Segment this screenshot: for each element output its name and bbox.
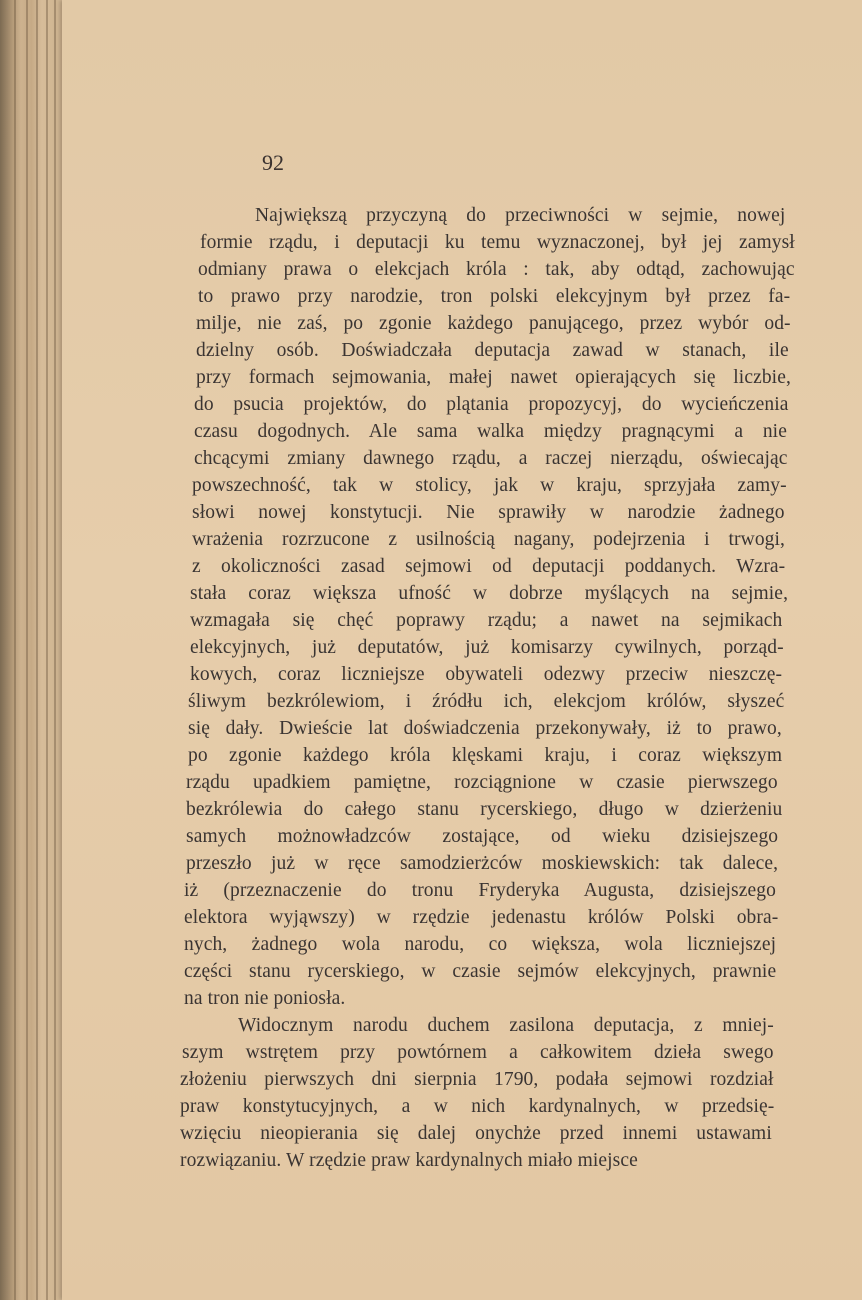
text-line: przeszło już w ręce samodzierżców moskiewskich: tak dalece, (186, 853, 779, 874)
text-line: stała coraz większa ufność w dobrze myślących na sejmie, (190, 583, 789, 604)
text-line: samych możnowładzców zostające, od wieku dzisiejszego (186, 826, 779, 847)
text-line: wzmagała się chęć poprawy rządu; a nawet na sejmikach (190, 610, 783, 631)
text-line: praw konstytucyjnych, a w nich kardynalnych, w przedsię- (180, 1096, 775, 1117)
text-line: złożeniu pierwszych dni sierpnia 1790, podała sejmowi rozdział (180, 1069, 774, 1090)
text-line: chcącymi zmiany dawnego rządu, a raczej nierządu, oświecając (194, 448, 788, 469)
text-line: elekcyjnych, już deputatów, już komisarzy cywilnych, porząd- (190, 637, 784, 658)
text-line: śliwym bezkrólewiom, i źródłu ich, elekcjom królów, słyszeć (188, 691, 785, 712)
text-line: się dały. Dwieście lat doświadczenia przekonywały, iż to prawo, (188, 718, 782, 739)
text-line: elektora wyjąwszy) w rzędzie jedenastu królów Polski obra- (184, 907, 779, 928)
text-line: formie rządu, i deputacji ku temu wyznaczonej, był jej zamysł (200, 232, 795, 253)
book-page-edges (0, 0, 70, 1300)
text-line: nych, żadnego wola narodu, co większa, wola liczniejszej (184, 934, 777, 955)
text-line: części stanu rycerskiego, w czasie sejmów elekcyjnych, prawnie (184, 961, 777, 982)
text-line: po zgonie każdego króla klęskami kraju, i coraz większym (188, 745, 783, 766)
text-line: wrażenia rozrzucone z usilnością nagany, podejrzenia i trwogi, (192, 529, 786, 550)
text-line: milje, nie zaś, po zgonie każdego panującego, przez wybór od- (196, 313, 791, 334)
text-line: przy formach sejmowania, małej nawet opierających się liczbie, (196, 367, 791, 388)
text-line: z okoliczności zasad sejmowi od deputacji poddanych. Wzra- (192, 556, 786, 577)
text-line: czasu dogodnych. Ale sama walka między pragnącymi a nie (194, 421, 787, 442)
text-line: do psucia projektów, do plątania propozycyj, do wycieńczenia (194, 394, 789, 415)
text-line: to prawo przy narodzie, tron polski elekcyjnym był przez fa- (198, 286, 791, 307)
page-number: 92 (262, 150, 284, 175)
text-line: na tron nie poniosła. (184, 988, 346, 1009)
text-line: szym wstrętem przy powtórnem a całkowitem dzieła swego (182, 1042, 774, 1063)
text-line: odmiany prawa o elekcjach króla : tak, aby odtąd, zachowując (198, 259, 795, 280)
text-line: powszechność, tak w stolicy, jak w kraju, sprzyjała zamy- (192, 475, 787, 496)
text-line: słowi nowej konstytucji. Nie sprawiły w narodzie żadnego (192, 502, 785, 523)
text-line: bezkrólewia do całego stanu rycerskiego, długo w dzierżeniu (186, 799, 783, 820)
text-line: wzięciu nieopierania się dalej onychże przed innemi ustawami (180, 1123, 772, 1144)
text-line: rządu upadkiem pamiętne, rozciągnione w czasie pierwszego (186, 772, 778, 793)
text-line: rozwiązaniu. W rzędzie praw kardynalnych miało miejsce (180, 1150, 638, 1171)
text-line: Widocznym narodu duchem zasilona deputacja, z mniej- (238, 1015, 774, 1036)
text-line: Największą przyczyną do przeciwności w sejmie, nowej (255, 205, 786, 226)
text-line: dzielny osób. Doświadczała deputacja zawad w stanach, ile (196, 340, 789, 361)
text-line: iż (przeznaczenie do tronu Fryderyka Augusta, dzisiejszego (184, 880, 776, 901)
text-line: kowych, coraz liczniejsze obywateli odezwy przeciw nieszczę- (190, 664, 783, 685)
